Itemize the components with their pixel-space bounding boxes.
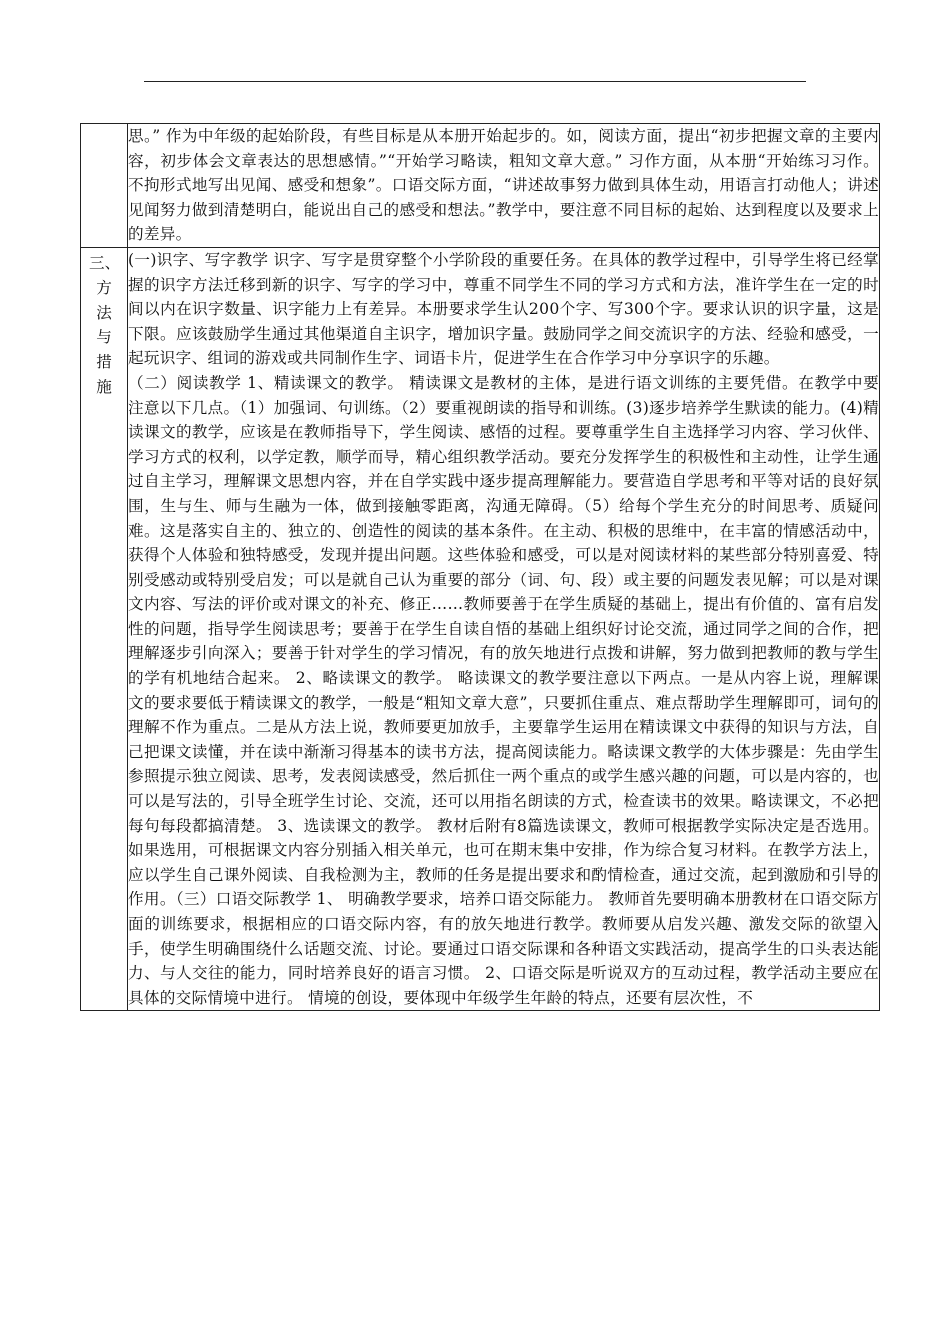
table-row-methods — [81, 247, 880, 1010]
label-char: 方 — [96, 278, 112, 297]
methods-label-cell — [81, 247, 128, 1010]
label-char: 措 — [96, 353, 112, 372]
goals-text: 思。” 作为中年级的起始阶段，有些目标是从本册开始起步的。如，阅读方面，提出“初步把握文章的主要内容，初步体会文章表达的思想感情。”“开始学习略读，粗知文章大意。” 习作方面，从本册“开始练习习作。不拘形式地写出见闻、感受和想象”。口语交际方面，“讲述故事努力做到具体生动，用语言打动他人；讲述见闻努力做到清楚明白，能说出自己的感受和想法。”教学中，要注意不同目标的起始、达到程度以及要求上的差异。 — [128, 127, 879, 244]
header-rule — [144, 81, 806, 82]
label-cell-empty — [81, 124, 128, 248]
methods-label — [81, 248, 127, 400]
label-char: 与 — [96, 328, 112, 347]
goals-cell — [128, 124, 880, 248]
plan-table — [80, 123, 880, 1011]
section-number: 三、 — [89, 253, 121, 272]
methods-cell — [128, 247, 880, 1010]
reading-paragraph: （二）阅读教学 1、精读课文的教学。 精读课文是教材的主体，是进行语文训练的主要凭借。在教学中要注意以下几点。（1）加强词、句训练。（2）要重视朗读的指导和训练。(3)逐步培养学生默读的能力。(4)精读课文的教学，应该是在教师指导下，学生阅读、感悟的过程。要尊重学生自主选择学习内容、学习伙伴、学习方式的权利，以学定教，顺学而导，精心组织教学活动。要充分发挥学生的积极性和主动性，让学生通过自主学习，理解课文思想内容，并在自学实践中逐步提高理解能力。要营造自学思考和平等对话的良好氛围，生与生、师与生融为一体，做到接触零距离，沟通无障碍。（5）给每个学生充分的时间思考、质疑问难。这是落实自主的、独立的、创造性的阅读的基本条件。在主动、积极的思维中，在丰富的情感活动中，获得个人体验和独特感受，发现并提出问题。这些体验和感受，可以是对阅读材料的某些部分特别喜爱、特别受感动或特别受启发；可以是就自己认为重要的部分（词、句、段）或主要的问题发表见解；可以是对课文内容、写法的评价或对课文的补充、修正……教师要善于在学生质疑的基础上，提出有价值的、富有启发性的问题，指导学生阅读思考；要善于在学生自读自悟的基础上组织好讨论交流，通过同学之间的合作，把理解逐步引向深入；要善于针对学生的学习情况，有的放矢地进行点拨和讲解，努力做到把教师的教与学生的学有机地结合起来。 2、略读课文的教学。 略读课文的教学要注意以下两点。一是从内容上说，理解课文的要求要低于精读课文的教学，一般是“粗知文章大意”，只要抓住重点、难点帮助学生理解即可，词句的理解不作为重点。二是从方法上说，教师要更加放手，主要靠学生运用在精读课文中获得的知识与方法，自己把课文读懂，并在读中渐渐习得基本的读书方法，提高阅读能力。略读课文教学的大体步骤是：先由学生参照提示独立阅读、思考，发表阅读感受，然后抓住一两个重点的或学生感兴趣的问题，可以是内容的，也可以是写法的，引导全班学生讨论、交流，还可以用指名朗读的方式，检查读书的效果。略读课文，不必把每句每段都搞清楚。 3、选读课文的教学。 教材后附有8篇选读课文，教师可根据教学实际决定是否选用。如果选用，可根据课文内容分别插入相关单元，也可在期末集中安排，作为综合复习材料。在教学方法上，应以学生自己课外阅读、自我检测为主，教师的任务是提出要求和酌情检查，通过交流，起到激励和引导的作用。（三）口语交际教学 1、 明确教学要求，培养口语交际能力。 教师首先要明确本册教材在口语交际方面的训练要求，根据相应的口语交际内容，有的放矢地进行教学。教师要从启发兴趣、激发交际的欲望入手，使学生明确围绕什么话题交流、讨论。要通过口语交际课和各种语文实践活动，提高学生的口头表达能力、与人交往的能力，同时培养良好的语言习惯。 2、口语交际是听说双方的互动过程，教学活动主要应在具体的交际情境中进行。 情境的创设，要体现中年级学生年龄的特点，还要有层次性，不 — [128, 373, 879, 1007]
literacy-paragraph: (一)识字、写字教学 识字、写字是贯穿整个小学阶段的重要任务。在具体的教学过程中，引导学生将已经掌握的识字方法迁移到新的识字、写字的学习中，尊重不同学生不同的学习方式和方法，准许学生在一定的时间以内在识字数量、识字能力上有差异。本册要求学生认200个字、写300个字。要求认识的识字量，这是下限。应该鼓励学生通过其他渠道自主识字，增加识字量。鼓励同学之间交流识字的方法、经验和感受，一起玩识字、组词的游戏或共同制作生字、词语卡片，促进学生在合作学习中分享识字的乐趣。 — [128, 250, 879, 368]
label-char: 法 — [96, 303, 112, 322]
label-char: 施 — [96, 377, 112, 396]
table-row-goals — [81, 124, 880, 248]
